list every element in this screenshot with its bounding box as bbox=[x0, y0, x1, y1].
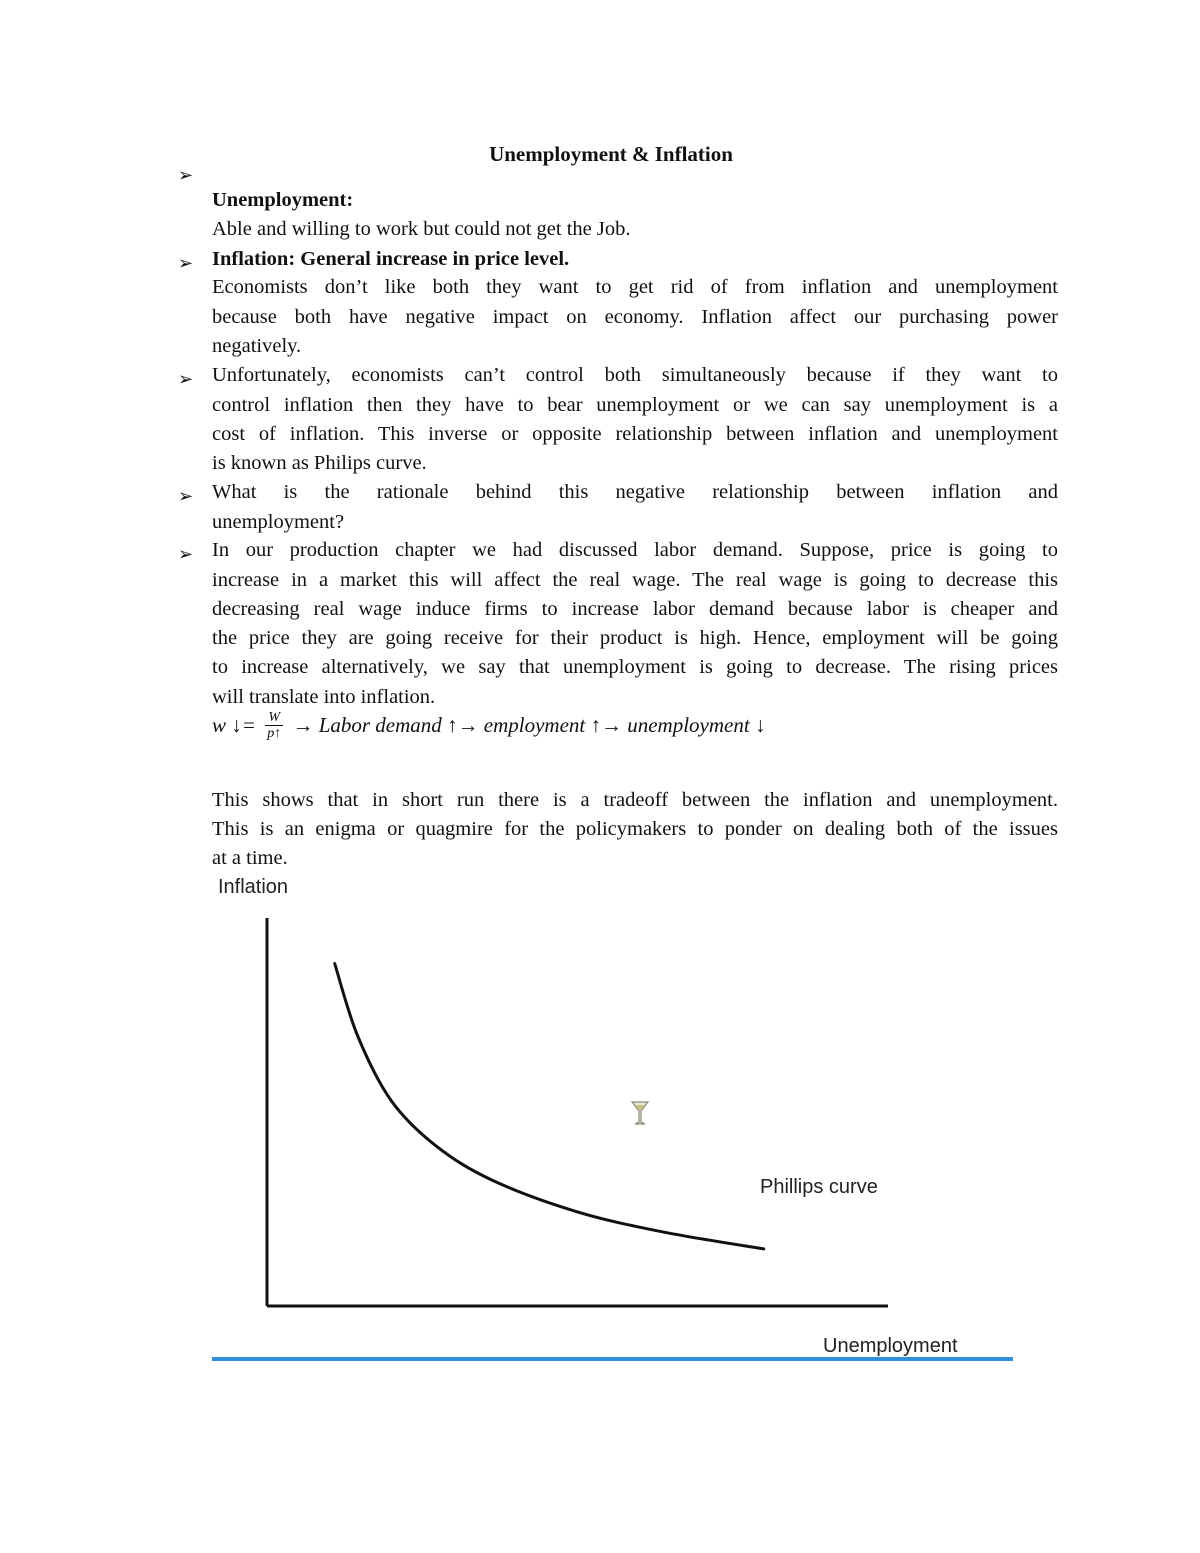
paragraph-line: cost of inflation. This inverse or opposite relationship between inflation and unemployment bbox=[212, 423, 1058, 445]
paragraph-line: decreasing real wage induce firms to increase labor demand because labor is cheaper and bbox=[212, 598, 1058, 620]
paragraph-line: Economists don’t like both they want to get rid of from inflation and unemployment bbox=[212, 276, 1058, 298]
paragraph-line: to increase alternatively, we say that unemployment is going to decrease. The rising prices bbox=[212, 656, 1058, 678]
conclusion-line: This is an enigma or quagmire for the policymakers to ponder on dealing both of the issues bbox=[212, 818, 1058, 840]
paragraph-line: the price they are going receive for their product is high. Hence, employment will be going bbox=[212, 627, 1058, 649]
page-title: Unemployment & Inflation bbox=[489, 142, 733, 166]
paragraph-line: unemployment? bbox=[212, 511, 345, 533]
paragraph-line: because both have negative impact on economy. Inflation affect our purchasing power bbox=[212, 306, 1058, 328]
formula-denominator: p↑ bbox=[267, 726, 282, 741]
unemployment-definition: Able and willing to work but could not get the Job. bbox=[212, 218, 631, 240]
bullet-arrow-icon: ➢ bbox=[178, 165, 194, 185]
paragraph-line: What is the rationale behind this negative relationship between inflation and bbox=[212, 481, 1058, 503]
x-axis-label: Unemployment bbox=[823, 1335, 958, 1357]
inflation-term: Inflation: General increase in price level. bbox=[212, 248, 570, 270]
bullet-arrow-icon: ➢ bbox=[178, 253, 194, 273]
paragraph-line: In our production chapter we had discussed labor demand. Suppose, price is going to bbox=[212, 539, 1058, 561]
bullet-arrow-icon: ➢ bbox=[178, 369, 194, 389]
paragraph-line: increase in a market this will affect the real wage. The real wage is going to decrease this bbox=[212, 569, 1058, 591]
conclusion-line: This shows that in short run there is a tradeoff between the inflation and unemployment. bbox=[212, 789, 1058, 811]
y-axis-label: Inflation bbox=[218, 876, 289, 898]
conclusion-line: at a time. bbox=[212, 847, 288, 869]
bullet-arrow-icon: ➢ bbox=[178, 544, 194, 564]
bullet-arrow-icon: ➢ bbox=[178, 486, 194, 506]
paragraph-line: is known as Philips curve. bbox=[212, 452, 427, 474]
glass-icon bbox=[632, 1102, 648, 1124]
paragraph-line: Unfortunately, economists can’t control both simultaneously because if they want to bbox=[212, 364, 1058, 386]
unemployment-term: Unemployment: bbox=[212, 189, 354, 211]
wage-formula bbox=[212, 710, 765, 756]
curve-label: Phillips curve bbox=[760, 1176, 878, 1198]
formula-lhs: w ↓= bbox=[212, 713, 256, 737]
paragraph-line: control inflation then they have to bear unemployment or we can say unemployment is a bbox=[212, 394, 1058, 416]
paragraph-line: negatively. bbox=[212, 335, 302, 357]
paragraph-line: will translate into inflation. bbox=[212, 686, 436, 708]
phillips-curve-line bbox=[335, 964, 764, 1249]
formula-rhs: → Labor demand ↑→ employment ↑→ unemployment ↓ bbox=[292, 713, 766, 737]
formula-fraction bbox=[265, 710, 283, 741]
formula-numerator: W bbox=[265, 710, 283, 726]
